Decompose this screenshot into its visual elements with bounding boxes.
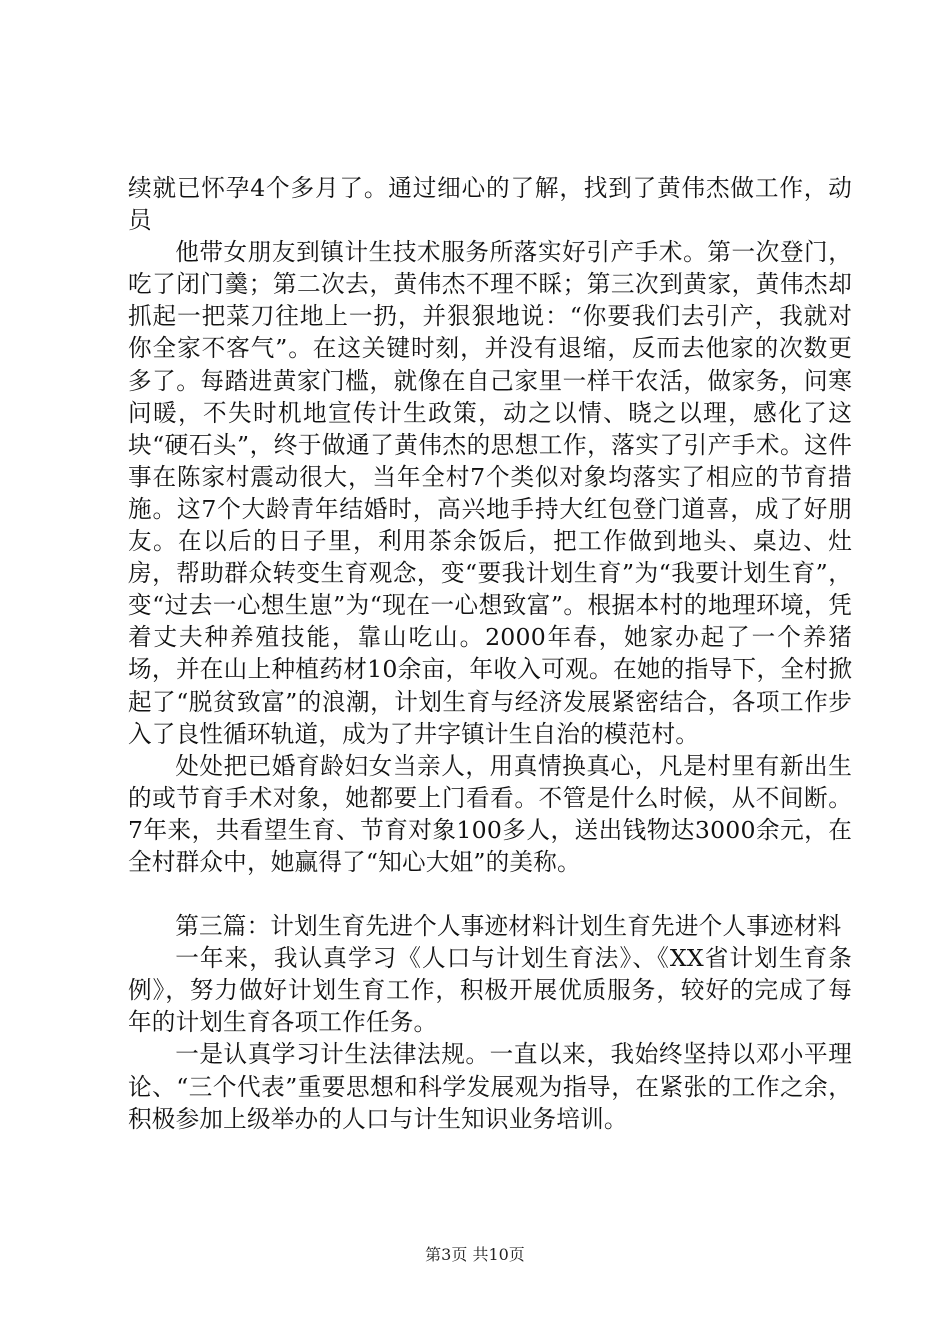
- paragraph-continuation: 续就已怀孕4个多月了。通过细心的了解，找到了黄伟杰做工作，动员: [128, 174, 852, 235]
- section-heading: 第三篇：计划生育先进个人事迹材料计划生育先进个人事迹材料: [175, 912, 842, 941]
- paragraph-story: 他带女朋友到镇计生技术服务所落实好引产手术。第一次登门，吃了闭门羹；第二次去，黄伟杰不理不睬；第三次到黄家，黄伟杰却抓起一把菜刀往地上一扔，并狠狠地说：“你要我们去引产，我就对你全家不客气”。在这关键时刻，并没有退缩，反而去他家的次数更多了。每踏进黄家门槛，就像在自己家里一样干农活，做家务，问寒问暖，不失时机地宣传计生政策，动之以情、晓之以理，感化了这块“硬石头”，终于做通了黄伟杰的思想工作，落实了引产手术。这件事在陈家村震动很大，当年全村7个类似对象均落实了相应的节育措施。这7个大龄青年结婚时，高兴地手持大红包登门道喜，成了好朋友。在以后的日子里，利用茶余饭后，把工作做到地头、桌边、灶房，帮助群众转变生育观念，变“要我计划生育”为“我要计划生育”，变“过去一心想生崽”为“现在一心想致富”。根据本村的地理环境，凭着丈夫种养殖技能，靠山吃山。2000年春，她家办起了一个养猪场，并在山上种植药材10余亩，年收入可观。在她的指导下，全村掀起了“脱贫致富”的浪潮，计划生育与经济发展紧密结合，各项工作步入了良性循环轨道，成为了井字镇计生自治的模范村。: [128, 238, 852, 748]
- paragraph-care: 处处把已婚育龄妇女当亲人，用真情换真心，凡是村里有新出生的或节育手术对象，她都要上门看看。不管是什么时候，从不间断。7年来，共看望生育、节育对象100多人，送出钱物达3000余元，在全村群众中，她赢得了“知心大姐”的美称。: [128, 751, 852, 876]
- paragraph-spacer: [128, 878, 852, 910]
- document-body: [128, 172, 852, 1135]
- page-number: 第3页 共10页: [425, 1245, 525, 1264]
- paragraph-summary: 一年来，我认真学习《人口与计划生育法》、《XX省计划生育条例》，努力做好计划生育工作，积极开展优质服务，较好的完成了每年的计划生育各项工作任务。: [128, 944, 852, 1037]
- paragraph-point-one: 一是认真学习计生法律法规。一直以来，我始终坚持以邓小平理论、“三个代表”重要思想和科学发展观为指导，在紧张的工作之余，积极参加上级举办的人口与计生知识业务培训。: [128, 1040, 852, 1133]
